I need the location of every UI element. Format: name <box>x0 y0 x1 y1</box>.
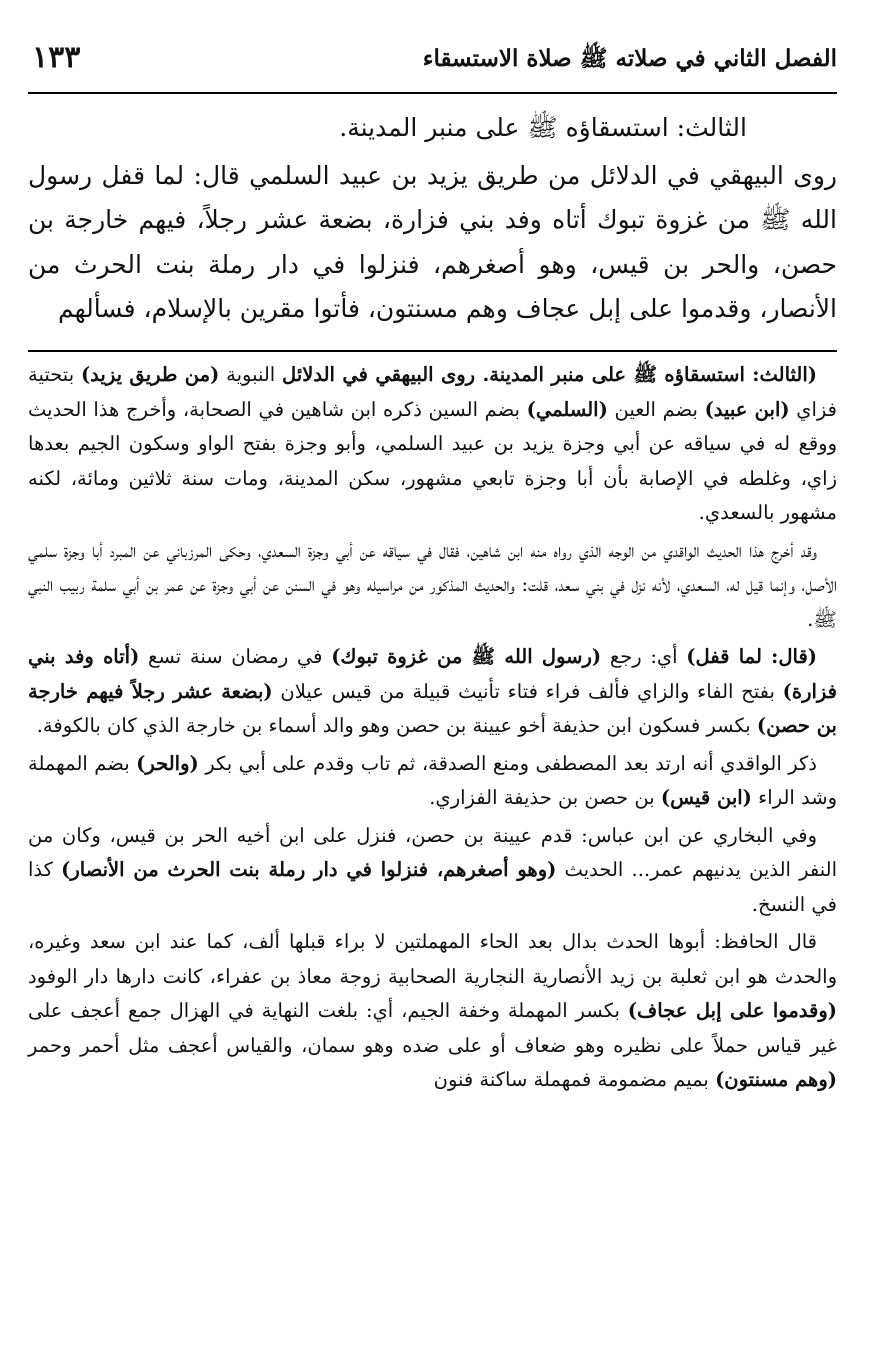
commentary-text: بميم مضمومة فمهملة ساكنة فنون <box>433 1068 716 1091</box>
quoted-phrase: (وهو أصغرهم، فنزلوا في دار رملة بنت الحرث من الأنصار) <box>61 858 557 881</box>
main-text-body: روى البيهقي في الدلائل من طريق يزيد بن عبيد السلمي قال: لما قفل رسول الله ﷺ من غزوة تبوك أتاه وفد بني فزارة، بضعة عشر رجلاً، فيهم خارجة بن حصن، والحر بن قيس، وهو أصغرهم، فنزلوا في دار رملة بنت الحرث من الأنصار، وقدموا على إبل عجاف وهم مسنتون، فأتوا مقرين بالإسلام، فسألهم <box>28 160 837 323</box>
commentary-paragraph-1 <box>28 358 837 531</box>
commentary-text: ذكر الواقدي أنه ارتد بعد المصطفى ومنع الصدقة، ثم تاب وقدم على أبي بكر <box>198 751 817 775</box>
commentary-paragraph-6 <box>28 925 837 1098</box>
commentary-text: بضم العين <box>607 397 705 421</box>
commentary-text: بضم السين ذكره ابن شاهين في الصحابة، وأخرج هذا الحديث ووقع له في سياقه عن أبي وجزة يزيد بن عبيد السلمي، وأبو وجزة بفتح الواو وسكون الجيم بعدها زاي، وغلطه في الإصابة بأن أبا وجزة تابعي مشهور، سكن المدينة، ومات سنة ثلاثين ومائة، لكنه مشهور بالسعدي. <box>28 397 837 524</box>
commentary-text: بفتح الفاء والزاي فألف فراء فتاء تأنيث قبيلة من قيس عيلان <box>272 679 783 703</box>
quoted-phrase: (وهم مسنتون) <box>715 1068 837 1091</box>
commentary-paragraph-5 <box>28 819 837 923</box>
page-number: ١٣٣ <box>32 40 81 75</box>
quoted-phrase: (الثالث: استسقاؤه ﷺ على منبر المدينة. روى البيهقي في الدلائل <box>282 363 817 386</box>
commentary-text: قال الحافظ: أبوها الحدث بدال بعد الحاء المهملتين لا براء قبلها ألف، كما عند ابن سعد وغيره، والحدث هو ابن ثعلبة بن زيد الأنصارية النجارية الصحابية زوجة معاذ بن عفراء، كانت دارها دار الوفود <box>28 930 837 988</box>
commentary-text: أي: رجع <box>601 645 687 668</box>
commentary-text: في رمضان سنة تسع <box>139 645 332 668</box>
section-divider <box>28 350 837 352</box>
commentary-text: النبوية <box>219 363 283 386</box>
quoted-phrase: (وقدموا على إبل عجاف) <box>627 999 837 1022</box>
commentary-paragraph-2: وقد أخرج هذا الحديث الواقدي من الوجه الذي رواه منه ابن شاهين، فقال في سياقه عن أبي وجزة السعدي، وحكى المرزباني عن المبرد أبا وجزة سلمي الأصل، وإنما قيل له، السعدي، لأنه نزل في بني سعد، قلت: والحديث المذكور من مراسيله وهو في السنن عن أبي وجزة عن عمر بن أبي سلمة ربيب النبي ﷺ. <box>28 538 837 631</box>
commentary-paragraph-4 <box>28 747 837 816</box>
quoted-phrase: (بضعة عشر رجلاً فيهم خارجة بن حصن) <box>28 679 837 737</box>
quoted-phrase: (قال: لما قفل) <box>686 645 818 668</box>
commentary-paragraph-3 <box>28 640 837 744</box>
commentary-text: كذا في النسخ. <box>28 858 837 916</box>
chapter-title: الفصل الثاني في صلاته ﷺ صلاة الاستسقاء <box>422 45 837 72</box>
commentary-text: بكسر المهملة وخفة الجيم، أي: بلغت النهاية في الهزال جمع أعجف على غير قياس حملاً على نظيره وهو ضعاف أو على ضده وهو سمان، والقياس أعجف مثل أحمر وحمر <box>28 999 837 1057</box>
quoted-phrase: (السلمي) <box>526 397 608 421</box>
commentary <box>28 358 837 1101</box>
quoted-phrase: (والحر) <box>136 751 199 775</box>
quoted-phrase: (من طريق يزيد) <box>80 363 220 386</box>
quoted-phrase: (ابن قيس) <box>660 786 752 809</box>
commentary-text: بتحتية فزاي <box>28 363 837 421</box>
main-text <box>28 106 837 332</box>
main-text-heading: الثالث: استسقاؤه ﷺ على منبر المدينة. <box>339 113 747 142</box>
quoted-phrase: (أتاه وفد بني فزارة) <box>28 645 837 703</box>
quoted-phrase: (ابن عبيد) <box>704 397 790 421</box>
commentary-text: بضم المهملة وشد الراء <box>28 751 837 809</box>
commentary-text: بن حصن بن حذيفة الفزاري. <box>429 786 661 809</box>
commentary-text: وفي البخاري عن ابن عباس: قدم عيينة بن حصن، فنزل على ابن أخيه الحر بن قيس، وكان من النفر الذين يدنيهم عمر... الحديث <box>28 823 837 881</box>
quoted-phrase: (رسول الله ﷺ من غزوة تبوك) <box>331 645 602 668</box>
commentary-text: بكسر فسكون ابن حذيفة أخو عيينة بن حصن وهو والد أسماء بن خارجة الذي كان بالكوفة. <box>36 714 757 737</box>
running-header <box>28 38 837 94</box>
